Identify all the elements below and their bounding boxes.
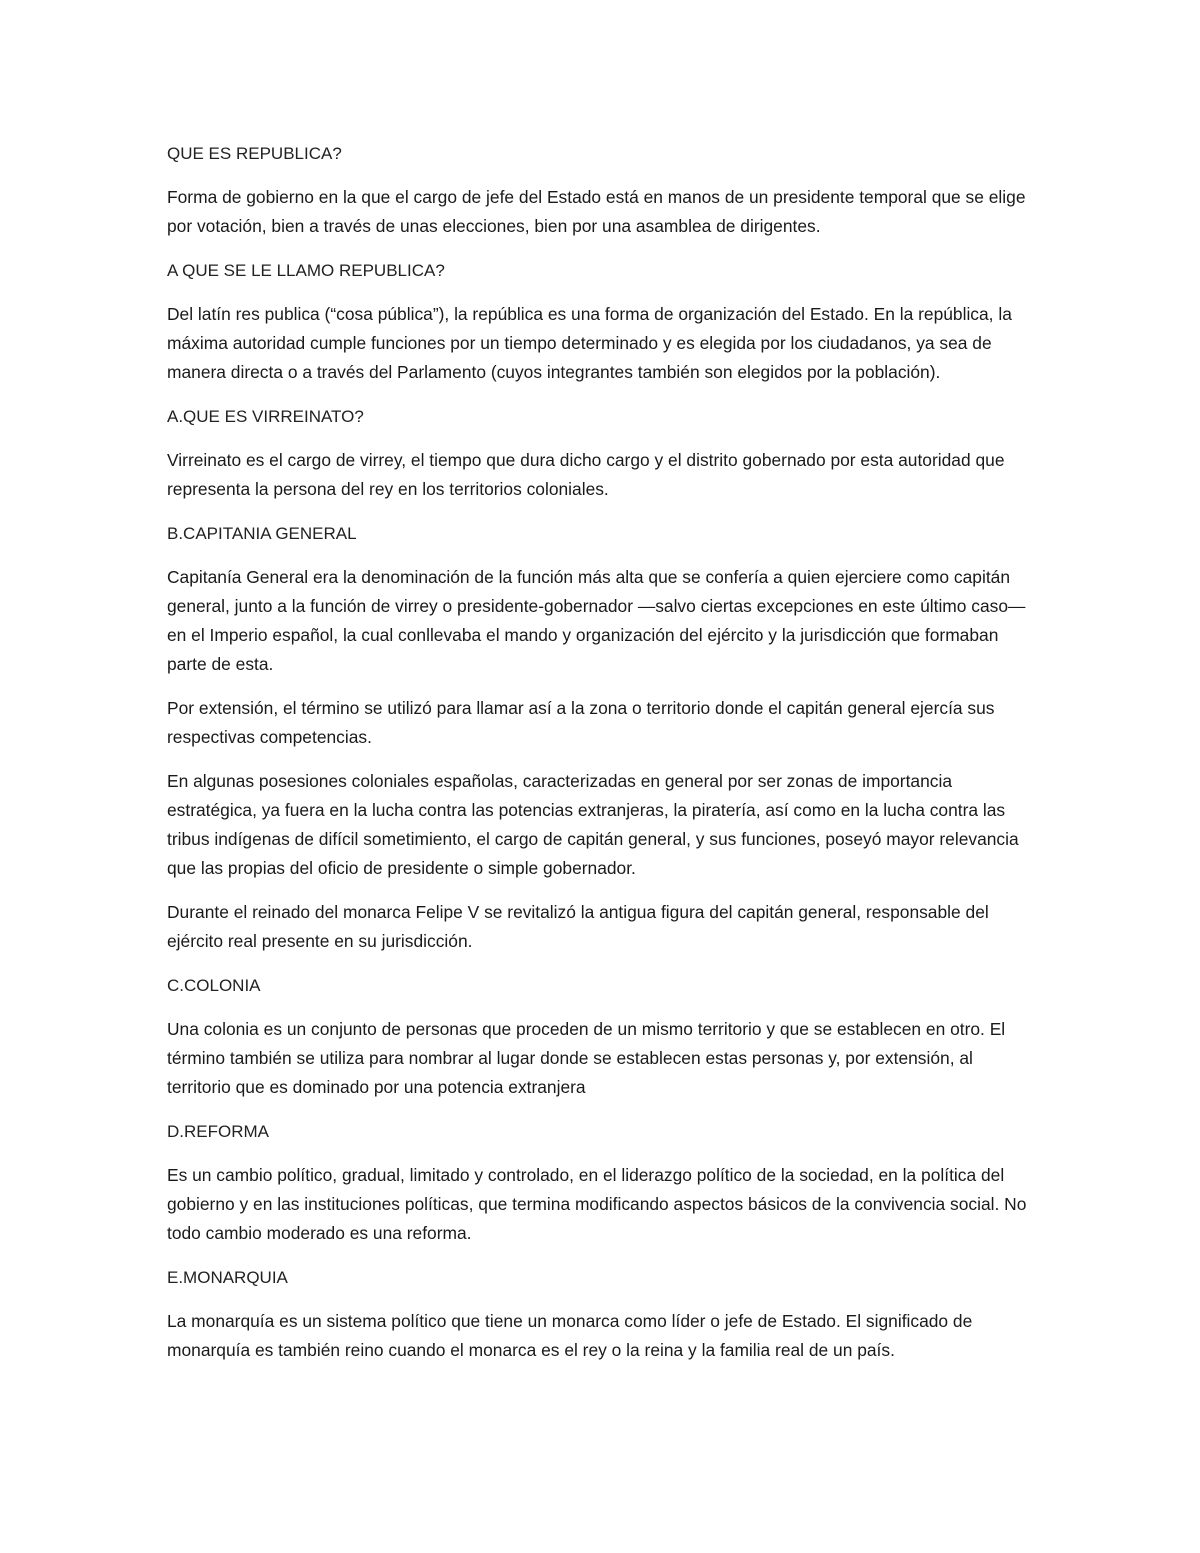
- section-monarquia: [167, 1263, 1037, 1365]
- section-colonia: [167, 971, 1037, 1102]
- section-paragraph: Del latín res publica (“cosa pública”), la república es una forma de organización del Estado. En la república, la máxima autoridad cumple funciones por un tiempo determinado y es elegida por los ciudadanos, ya sea de manera directa o a través del Parlamento (cuyos integrantes también son elegidos por la población).: [167, 304, 1012, 382]
- section-llamo-republica: [167, 256, 1037, 387]
- section-heading: B.CAPITANIA GENERAL: [167, 524, 357, 543]
- section-paragraph: Virreinato es el cargo de virrey, el tiempo que dura dicho cargo y el distrito gobernado por esta autoridad que representa la persona del rey en los territorios coloniales.: [167, 450, 1005, 499]
- section-paragraph: Es un cambio político, gradual, limitado y controlado, en el liderazgo político de la sociedad, en la política del gobierno y en las instituciones políticas, que termina modificando aspectos básicos de la convivencia social. No todo cambio moderado es una reforma.: [167, 1165, 1027, 1243]
- section-heading: QUE ES REPUBLICA?: [167, 144, 342, 163]
- document-page: [167, 139, 1037, 1380]
- section-virreinato: [167, 402, 1037, 504]
- section-reforma: [167, 1117, 1037, 1248]
- section-republica: [167, 139, 1037, 241]
- section-heading: E.MONARQUIA: [167, 1268, 288, 1287]
- section-heading: A QUE SE LE LLAMO REPUBLICA?: [167, 261, 445, 280]
- section-capitania-general: [167, 519, 1037, 956]
- section-paragraph: Por extensión, el término se utilizó para llamar así a la zona o territorio donde el capitán general ejercía sus respectivas competencias.: [167, 698, 995, 747]
- section-paragraph: La monarquía es un sistema político que tiene un monarca como líder o jefe de Estado. El significado de monarquía es también reino cuando el monarca es el rey o la reina y la familia real de un país.: [167, 1311, 973, 1360]
- section-paragraph: Capitanía General era la denominación de la función más alta que se confería a quien ejerciere como capitán general, junto a la función de virrey o presidente-gobernador —salvo ciertas excepciones en este último caso— en el Imperio español, la cual conllevaba el mando y organización del ejército y la jurisdicción que formaban parte de esta.: [167, 567, 1026, 674]
- section-heading: D.REFORMA: [167, 1122, 269, 1141]
- section-heading: A.QUE ES VIRREINATO?: [167, 407, 364, 426]
- section-paragraph: Forma de gobierno en la que el cargo de jefe del Estado está en manos de un presidente temporal que se elige por votación, bien a través de unas elecciones, bien por una asamblea de dirigentes.: [167, 187, 1026, 236]
- section-paragraph: Una colonia es un conjunto de personas que proceden de un mismo territorio y que se establecen en otro. El término también se utiliza para nombrar al lugar donde se establecen estas personas y, por extensión, al territorio que es dominado por una potencia extranjera: [167, 1019, 1006, 1097]
- section-paragraph: En algunas posesiones coloniales españolas, caracterizadas en general por ser zonas de importancia estratégica, ya fuera en la lucha contra las potencias extranjeras, la piratería, así como en la lucha contra las tribus indígenas de difícil sometimiento, el cargo de capitán general, y sus funciones, poseyó mayor relevancia que las propias del oficio de presidente o simple gobernador.: [167, 771, 1019, 878]
- section-paragraph: Durante el reinado del monarca Felipe V se revitalizó la antigua figura del capitán general, responsable del ejército real presente en su jurisdicción.: [167, 902, 989, 951]
- section-heading: C.COLONIA: [167, 976, 261, 995]
